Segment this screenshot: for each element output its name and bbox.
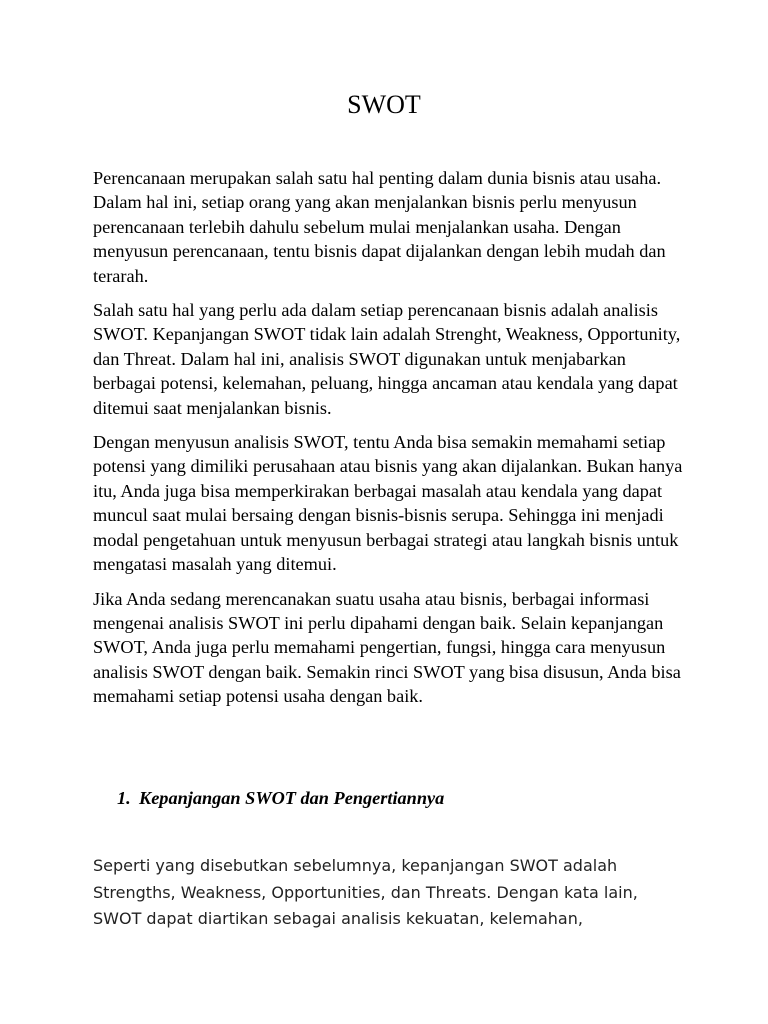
paragraph-swot-planning: Jika Anda sedang merencanakan suatu usaha atau bisnis, berbagai informasi mengenai analisis SWOT ini perlu dipahami dengan baik. Selain kepanjangan SWOT, Anda juga perlu memahami pengertian, fungsi, hingga cara menyusun analisis SWOT dengan baik. Semakin rinci SWOT yang bisa disusun, Anda bisa memahami setiap potensi usaha dengan baik. [93,588,681,707]
document-body [93,166,683,719]
paragraph-swot-benefit: Dengan menyusun analisis SWOT, tentu Anda bisa semakin memahami setiap potensi yang dimiliki perusahaan atau bisnis yang akan dijalankan. Bukan hanya itu, Anda juga bisa memperkirakan berbagai masalah atau kendala yang dapat muncul saat mulai bersaing dengan bisnis-bisnis serupa. Sehingga ini menjadi modal pengetahuan untuk menyusun berbagai strategi atau langkah bisnis untuk mengatasi masalah yang ditemui. [93,432,683,575]
paragraph-intro: Perencanaan merupakan salah satu hal penting dalam dunia bisnis atau usaha. Dalam hal ini, setiap orang yang akan menjalankan bisnis perlu menyusun perencanaan terlebih dahulu sebelum mulai menjalankan usaha. Dengan menyusun perencanaan, tentu bisnis dapat dijalankan dengan lebih mudah dan terarah. [93,168,666,286]
paragraph-swot-definition: Salah satu hal yang perlu ada dalam setiap perencanaan bisnis adalah analisis SWOT. Kepanjangan SWOT tidak lain adalah Strenght, Weakness, Opportunity, dan Threat. Dalam hal ini, analisis SWOT digunakan untuk menjabarkan berbagai potensi, kelemahan, peluang, hingga ancaman atau kendala yang dapat ditemui saat menjalankan bisnis. [93,300,681,418]
section-paragraph: Seperti yang disebutkan sebelumnya, kepanjangan SWOT adalah Strengths, Weakness, Opportunities, dan Threats. Dengan kata lain, SWOT dapat diartikan sebagai analisis kekuatan, kelemahan, [93,856,638,928]
section-number: 1. [117,788,131,808]
document-title: SWOT [347,90,421,119]
section-heading [117,786,444,810]
section-heading-text: Kepanjangan SWOT dan Pengertiannya [139,788,445,808]
